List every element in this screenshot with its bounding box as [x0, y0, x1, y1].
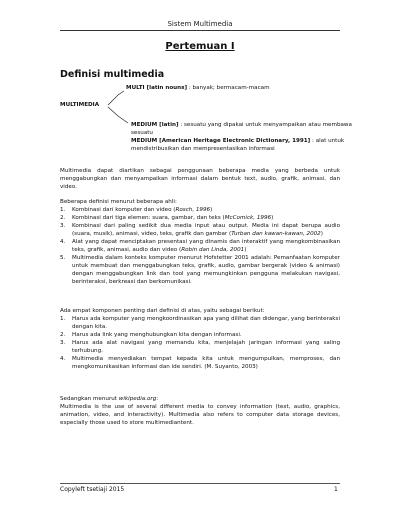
section-title: Definisi multimedia	[60, 69, 165, 80]
list-number: 4.	[60, 239, 66, 245]
list-item	[60, 254, 340, 286]
components-list	[60, 315, 340, 371]
definition-multi-meaning: : banyak; bermacam-macam	[187, 85, 270, 91]
components-block	[60, 307, 340, 371]
definition-medium-dictionary-meaning: : alat untuk mendistribusikan dan mempresentasikan informasi	[131, 138, 345, 152]
definition-multi	[126, 84, 366, 92]
list-text-end: )	[244, 247, 247, 253]
page-title: Pertemuan I	[165, 41, 235, 52]
list-item	[60, 355, 340, 371]
page-header: Sistem Multimedia	[167, 20, 233, 28]
list-item	[60, 331, 340, 339]
definition-medium-latin-term: MEDIUM [latin]	[131, 122, 179, 128]
wiki-paragraph: Multimedia is the use of several different media to convey information (text, audio, graphics, animation, video, and interactivity). Multimedia also refers to computer data storage devices, especially those used to store multimediantent.	[60, 404, 340, 426]
list-number: 4.	[60, 356, 66, 362]
definition-medium	[131, 121, 366, 153]
list-number: 3.	[60, 340, 66, 346]
list-number: 1.	[60, 207, 66, 213]
experts-block	[60, 198, 340, 286]
citation: Rosch, 1996	[175, 207, 211, 213]
list-text-end: )	[271, 215, 274, 221]
list-number: 3.	[60, 223, 66, 229]
list-item	[60, 206, 340, 214]
wiki-source: wikipedia.org	[118, 396, 157, 402]
definition-multi-term: MULTI [latin nouns]	[126, 85, 188, 91]
list-item	[60, 222, 340, 238]
wiki-heading-prefix: Sedangkan menurut	[60, 396, 119, 402]
list-text: Harus ada link yang menghubungkan kita dengan informasi.	[72, 332, 242, 338]
list-text: Kombinasi dari komputer dan video (	[72, 207, 176, 213]
definition-medium-latin-meaning: : sesuatu yang dipakai untuk menyampaikan atau membawa sesuatu	[131, 122, 352, 136]
list-text: Harus ada alat navigasi yang memandu kita, menjelajah jaringan informasi yang saling terhubung.	[72, 340, 340, 354]
mindmap-root: MULTIMEDIA	[60, 102, 100, 108]
intro-paragraph: Multimedia dapat diartikan sebagai penggunaan beberapa media yang berbeda untuk menggabungkan dan menyampaikan informasi dalam bentuk text, audio, grafik, animasi, dan video.	[60, 168, 340, 190]
components-heading: Ada empat komponen penting dari definisi di atas, yaitu sebagai berikut:	[60, 308, 265, 314]
list-text: Harus ada komputer yang mengkoordinasikan apa yang dilihat dan didengar, yang berinteraksi dengan kita.	[72, 316, 341, 330]
definition-medium-dictionary	[131, 137, 366, 153]
page-number: 1	[334, 486, 338, 493]
list-item	[60, 315, 340, 331]
experts-heading: Beberapa definisi menurut beberapa ahli:	[60, 199, 177, 205]
list-item	[60, 214, 340, 222]
list-item	[60, 339, 340, 355]
footer-rule	[60, 483, 340, 484]
list-number: 5.	[60, 255, 66, 261]
list-text: Multimedia menyediakan tempat kepada kita untuk mengumpulkan, memproses, dan mengkomunikasikan informasi dan ide sendiri. (M. Suyanto, 2003)	[72, 356, 340, 370]
list-item	[60, 238, 340, 254]
list-number: 2.	[60, 215, 66, 221]
definition-medium-dictionary-term: MEDIUM [American Heritage Electronic Dictionary, 1991]	[131, 138, 311, 144]
wiki-block	[60, 395, 340, 427]
list-text: Alat yang dapat menciptakan presentasi yang dinamis dan interaktif yang mengkombinasikan teks, grafik, animasi, audio dan video (	[72, 239, 340, 253]
list-number: 1.	[60, 316, 66, 322]
list-text: Kombinasi dari tiga elemen: suara, gambar, dan teks (	[72, 215, 225, 221]
citation: Turban dan kawan-kawan, 2002	[231, 231, 321, 237]
wiki-heading	[60, 395, 340, 403]
list-text-end: )	[210, 207, 213, 213]
experts-list	[60, 206, 340, 286]
list-number: 2.	[60, 332, 66, 338]
footer-copyleft: Copyleft tsetiaji 2015	[60, 486, 125, 493]
wiki-heading-suffix: :	[156, 396, 159, 402]
list-text-end: )	[320, 231, 323, 237]
list-text: Multimedia dalam konteks komputer menurut Hofstetter 2001 adalah: Pemanfaatan komputer untuk membuat dan menggabungkan teks, grafik, audio, gambar bergerak (video & animasi) dengan menggabungkan link dan tool yang memungkinkan pengguna melakukan navigasi, berinteraksi, berkreasi dan berkomunikasi.	[72, 255, 340, 285]
definition-medium-latin	[131, 121, 366, 137]
list-text: Kombinasi dari paling sedikit dua media input atau output. Media ini dapat berupa audio (suara, musik), animasi, video, teks, grafik dan gambar (	[72, 223, 340, 237]
citation: Robin dan Linda, 2001	[181, 247, 245, 253]
citation: McComick, 1996	[224, 215, 272, 221]
